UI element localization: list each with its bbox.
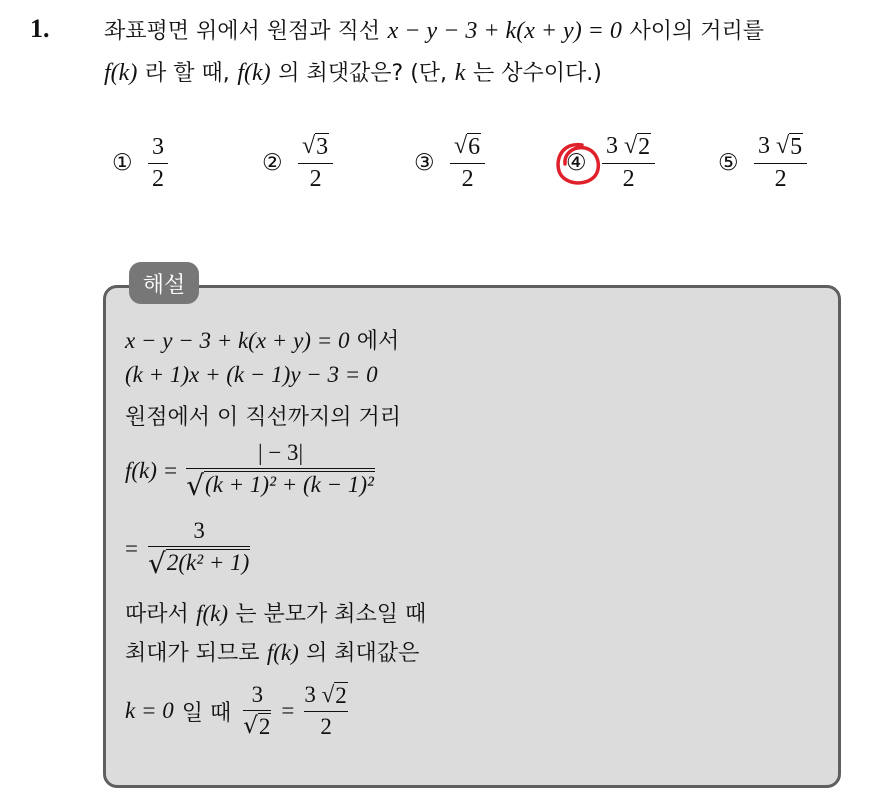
solution-text: 에서 xyxy=(356,329,400,354)
radicand: 3 xyxy=(316,134,329,160)
coefficient: 3 xyxy=(304,682,316,707)
variable-k: k xyxy=(454,60,466,86)
numerator: 3 √ 2 xyxy=(606,133,651,160)
function-symbol: f(k) xyxy=(196,601,228,626)
function-symbol: f(k) xyxy=(104,60,138,86)
question-text-tail: 사이의 거리를 xyxy=(629,19,765,44)
denominator-sqrt: √ (k + 1)² + (k − 1)² xyxy=(186,469,374,502)
function-symbol: f(k) xyxy=(237,60,271,86)
solution-text: 의 최대값은 xyxy=(306,641,420,666)
denominator-sqrt: √ 2 xyxy=(243,713,271,739)
denominator-sqrt: √ 2(k² + 1) xyxy=(147,547,250,580)
result-fraction-1 xyxy=(243,682,271,740)
choice-3[interactable] xyxy=(414,128,485,198)
denominator: 2 xyxy=(320,714,332,739)
coefficient: 3 xyxy=(606,133,618,159)
denominator: 2 xyxy=(152,165,164,192)
result-fraction-2 xyxy=(304,682,347,740)
choice-fraction xyxy=(450,133,485,193)
question-text: 라 할 때, xyxy=(144,61,230,86)
choice-fraction xyxy=(148,134,168,193)
choice-4[interactable] xyxy=(566,128,655,198)
numerator: 3 √ 5 xyxy=(758,133,803,160)
radicand: 2 xyxy=(258,714,271,739)
solution-line-1 xyxy=(125,324,399,355)
solution-text: 는 분모가 최소일 때 xyxy=(235,602,427,627)
solution-line-8 xyxy=(125,682,348,740)
distance-fraction xyxy=(186,440,375,501)
condition: k = 0 xyxy=(125,698,174,723)
denominator: 2(k² + 1) xyxy=(166,549,250,579)
equals-sign: = xyxy=(281,698,295,723)
choice-fraction xyxy=(754,133,807,193)
choice-2[interactable] xyxy=(262,128,333,198)
denominator: 2 xyxy=(774,166,787,192)
solution-line-7 xyxy=(125,636,419,667)
equals-sign: = xyxy=(125,535,138,561)
radicand: 2 xyxy=(335,683,347,708)
denominator: 2 xyxy=(622,166,635,192)
choice-number: ① xyxy=(112,150,133,176)
numerator: 3 √ 2 xyxy=(304,682,347,708)
choice-number: ⑤ xyxy=(718,150,739,176)
line-equation: x − y − 3 + k(x + y) = 0 xyxy=(387,18,622,44)
choice-number: ② xyxy=(262,150,283,176)
choice-5[interactable] xyxy=(718,128,807,198)
solution-line-3 xyxy=(125,400,401,431)
choice-fraction xyxy=(298,133,333,193)
choice-fraction xyxy=(602,133,655,193)
choice-number: ④ xyxy=(566,150,587,176)
radicand: 6 xyxy=(468,134,481,160)
solution-tab-label: 해설 xyxy=(129,262,199,304)
solution-text: 따라서 xyxy=(125,602,189,627)
question-line-1 xyxy=(104,14,764,45)
coefficient: 3 xyxy=(758,133,770,159)
equation: x − y − 3 + k(x + y) = 0 xyxy=(125,328,350,353)
question-text: 의 최댓값은? (단, xyxy=(278,61,448,86)
numerator: 3 xyxy=(152,133,164,160)
numerator: √ 3 xyxy=(302,133,329,160)
numerator: | − 3| xyxy=(257,440,304,465)
numerator: √ 6 xyxy=(454,133,481,160)
solution-line-6 xyxy=(125,597,426,628)
question-text: 좌표평면 위에서 원점과 직선 xyxy=(104,19,381,44)
solution-line-5 xyxy=(125,518,250,579)
choice-number: ③ xyxy=(414,150,435,176)
denominator: (k + 1)² + (k − 1)² xyxy=(204,471,375,501)
choice-1[interactable] xyxy=(112,128,168,198)
numerator: 3 xyxy=(193,518,205,543)
question-number: 1. xyxy=(30,14,50,43)
simplified-fraction xyxy=(148,518,250,579)
equation-lhs: f(k) = xyxy=(125,457,179,483)
radicand: 2 xyxy=(638,134,651,160)
solution-text: 원점에서 이 직선까지의 거리 xyxy=(125,405,402,430)
solution-line-2 xyxy=(125,362,378,388)
question-text: 는 상수이다.) xyxy=(473,61,602,86)
denominator: 2 xyxy=(461,166,474,192)
solution-text: 최대가 되므로 xyxy=(125,641,260,666)
numerator: 3 xyxy=(251,682,264,707)
denominator: 2 xyxy=(309,166,322,192)
solution-line-4 xyxy=(125,440,375,501)
question-line-2 xyxy=(104,56,602,87)
solution-text: 일 때 xyxy=(181,700,232,726)
equation: (k + 1)x + (k − 1)y − 3 = 0 xyxy=(125,362,378,387)
radicand: 5 xyxy=(790,134,803,160)
function-symbol: f(k) xyxy=(266,640,299,665)
